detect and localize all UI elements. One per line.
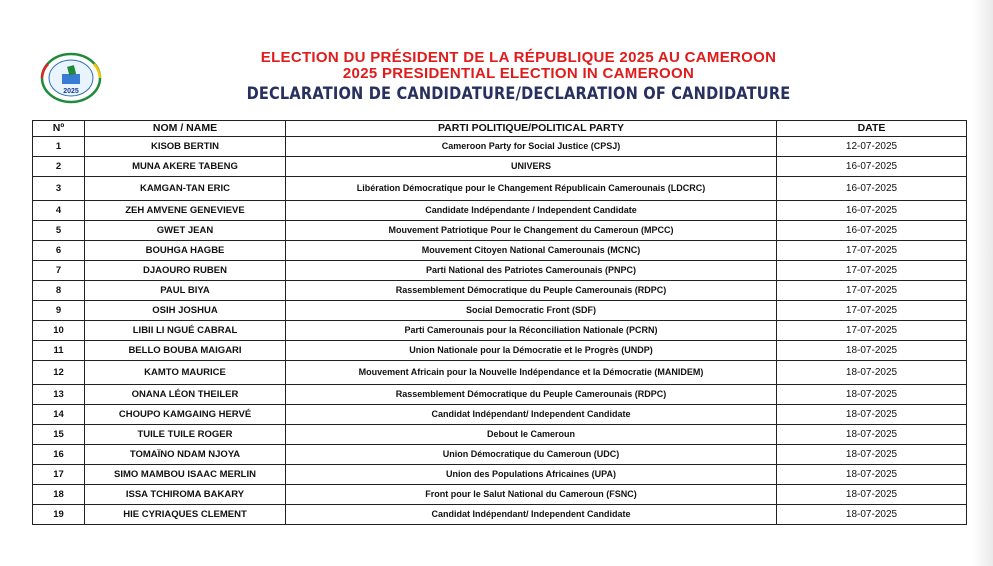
candidate-party: Union Démocratique du Cameroun (UDC) (286, 445, 777, 465)
candidate-number: 14 (33, 405, 85, 425)
candidate-name: MUNA AKERE TABENG (85, 157, 286, 177)
candidate-name: HIE CYRIAQUES CLEMENT (85, 505, 286, 525)
candidacy-date: 17-07-2025 (777, 281, 967, 301)
candidate-party: Rassemblement Démocratique du Peuple Camerounais (RDPC) (286, 281, 777, 301)
candidate-number: 7 (33, 261, 85, 281)
column-header-number: Nº (33, 121, 85, 137)
candidate-party: Mouvement Citoyen National Camerounais (MCNC) (286, 241, 777, 261)
candidacy-date: 17-07-2025 (777, 241, 967, 261)
table-row (33, 241, 967, 261)
table-row (33, 361, 967, 385)
table-row (33, 157, 967, 177)
table-row (33, 385, 967, 405)
candidate-party: Rassemblement Démocratique du Peuple Camerounais (RDPC) (286, 385, 777, 405)
candidate-name: OSIH JOSHUA (85, 301, 286, 321)
candidacy-date: 16-07-2025 (777, 157, 967, 177)
candidate-party: Mouvement Patriotique Pour le Changement du Cameroun (MPCC) (286, 221, 777, 241)
candidate-number: 2 (33, 157, 85, 177)
candidate-party: Mouvement Africain pour la Nouvelle Indépendance et la Démocratie (MANIDEM) (286, 361, 777, 385)
candidacy-date: 18-07-2025 (777, 505, 967, 525)
candidate-number: 3 (33, 177, 85, 201)
candidacy-date: 12-07-2025 (777, 137, 967, 157)
candidacy-date: 18-07-2025 (777, 485, 967, 505)
candidate-number: 8 (33, 281, 85, 301)
candidacy-date: 16-07-2025 (777, 177, 967, 201)
candidacy-date: 18-07-2025 (777, 385, 967, 405)
candidate-number: 19 (33, 505, 85, 525)
table-row (33, 201, 967, 221)
candidacy-date: 18-07-2025 (777, 425, 967, 445)
candidate-number: 1 (33, 137, 85, 157)
candidacy-date: 18-07-2025 (777, 361, 967, 385)
table-row (33, 485, 967, 505)
candidate-name: GWET JEAN (85, 221, 286, 241)
candidacy-date: 18-07-2025 (777, 341, 967, 361)
candidate-number: 5 (33, 221, 85, 241)
candidate-party: Union des Populations Africaines (UPA) (286, 465, 777, 485)
candidate-party: Candidat Indépendant/ Independent Candidate (286, 505, 777, 525)
candidacy-date: 16-07-2025 (777, 201, 967, 221)
candidate-number: 9 (33, 301, 85, 321)
candidate-party: Debout le Cameroun (286, 425, 777, 445)
candidate-number: 17 (33, 465, 85, 485)
candidate-name: ZEH AMVENE GENEVIEVE (85, 201, 286, 221)
table-row (33, 425, 967, 445)
candidate-name: TUILE TUILE ROGER (85, 425, 286, 445)
table-row (33, 321, 967, 341)
candidacy-date: 17-07-2025 (777, 321, 967, 341)
table-row (33, 221, 967, 241)
title-french: ELECTION DU PRÉSIDENT DE LA RÉPUBLIQUE 2025 AU CAMEROON (260, 49, 777, 66)
candidate-name: KAMGAN-TAN ERIC (85, 177, 286, 201)
candidate-party: Front pour le Salut National du Cameroun (FSNC) (286, 485, 777, 505)
table-row (33, 281, 967, 301)
candidate-name: ISSA TCHIROMA BAKARY (85, 485, 286, 505)
candidate-name: KAMTO MAURICE (85, 361, 286, 385)
table-row (33, 137, 967, 157)
table-row (33, 445, 967, 465)
candidate-name: CHOUPO KAMGAING HERVÉ (85, 405, 286, 425)
candidate-name: DJAOURO RUBEN (85, 261, 286, 281)
logo-year: 2025 (63, 88, 79, 95)
candidacy-date: 16-07-2025 (777, 221, 967, 241)
column-header-date: DATE (777, 121, 967, 137)
candidacy-date: 18-07-2025 (777, 465, 967, 485)
candidate-name: BOUHGA HAGBE (85, 241, 286, 261)
candidate-number: 16 (33, 445, 85, 465)
candidate-number: 12 (33, 361, 85, 385)
candidate-number: 4 (33, 201, 85, 221)
candidacy-date: 18-07-2025 (777, 405, 967, 425)
candidate-name: BELLO BOUBA MAIGARI (85, 341, 286, 361)
table-row (33, 177, 967, 201)
candidate-party: Libération Démocratique pour le Changement Républicain Camerounais (LDCRC) (286, 177, 777, 201)
candidate-number: 18 (33, 485, 85, 505)
table-row (33, 465, 967, 485)
page-edge-shadow (973, 0, 993, 566)
candidate-name: KISOB BERTIN (85, 137, 286, 157)
candidate-name: TOMAÏNO NDAM NJOYA (85, 445, 286, 465)
document-subtitle: DECLARATION DE CANDIDATURE/DECLARATION OF CANDIDATURE (246, 84, 791, 104)
table-header-row (33, 121, 967, 137)
title-english: 2025 PRESIDENTIAL ELECTION IN CAMEROON (342, 65, 695, 82)
table-row (33, 405, 967, 425)
candidate-party: Parti Camerounais pour la Réconciliation Nationale (PCRN) (286, 321, 777, 341)
candidate-party: Social Democratic Front (SDF) (286, 301, 777, 321)
candidate-name: ONANA LÉON THEILER (85, 385, 286, 405)
table-row (33, 505, 967, 525)
candidate-number: 10 (33, 321, 85, 341)
candidate-party: Candidate Indépendante / Independent Candidate (286, 201, 777, 221)
candidate-number: 13 (33, 385, 85, 405)
candidacy-date: 17-07-2025 (777, 261, 967, 281)
table-row (33, 261, 967, 281)
table-row (33, 341, 967, 361)
candidate-party: UNIVERS (286, 157, 777, 177)
candidate-name: LIBII LI NGUÉ CABRAL (85, 321, 286, 341)
column-header-party: PARTI POLITIQUE/POLITICAL PARTY (286, 121, 777, 137)
candidate-party: Cameroon Party for Social Justice (CPSJ) (286, 137, 777, 157)
candidate-name: PAUL BIYA (85, 281, 286, 301)
candidacy-date: 18-07-2025 (777, 445, 967, 465)
candidate-number: 11 (33, 341, 85, 361)
candidate-party: Union Nationale pour la Démocratie et le Progrès (UNDP) (286, 341, 777, 361)
candidates-table (32, 120, 967, 525)
candidate-number: 15 (33, 425, 85, 445)
candidate-party: Parti National des Patriotes Camerounais (PNPC) (286, 261, 777, 281)
candidate-party: Candidat Indépendant/ Independent Candidate (286, 405, 777, 425)
table-row (33, 301, 967, 321)
candidate-name: SIMO MAMBOU ISAAC MERLIN (85, 465, 286, 485)
column-header-name: NOM / NAME (85, 121, 286, 137)
candidate-number: 6 (33, 241, 85, 261)
candidacy-date: 17-07-2025 (777, 301, 967, 321)
